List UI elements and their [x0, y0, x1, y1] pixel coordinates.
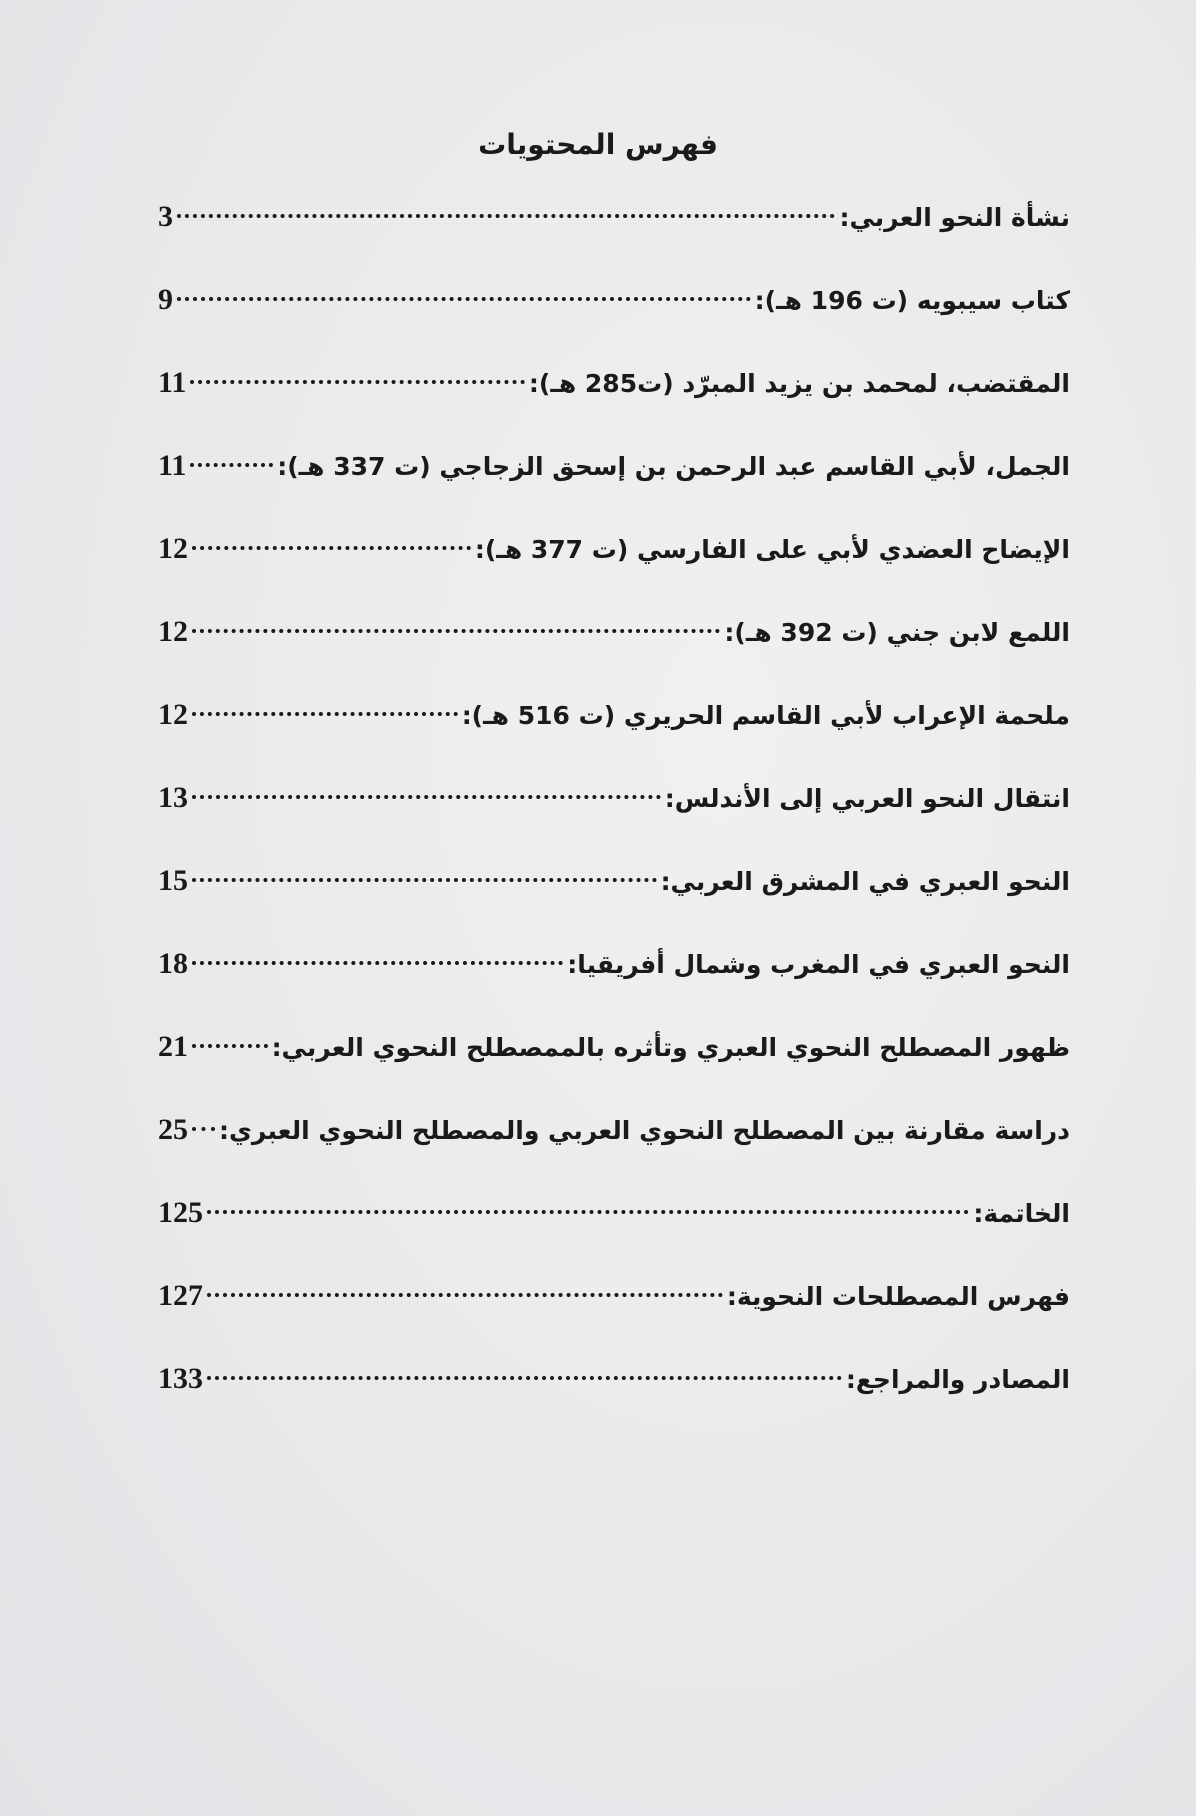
toc-entry-label: فهرس المصطلحات النحوية: [726, 1282, 1070, 1311]
toc-page-number: 12 [158, 615, 188, 648]
toc-page-number: 12 [158, 698, 188, 731]
toc-entry [158, 1188, 1070, 1271]
toc-page-number: 18 [158, 947, 188, 980]
toc-leader-dots [207, 1376, 842, 1380]
toc-page-number: 11 [158, 449, 187, 482]
toc-entry-label: ظهور المصطلح النحوي العبري وتأثره بالممصطلح النحوي العربي: [271, 1033, 1070, 1062]
toc-entry-label: النحو العبري في المغرب وشمال أفريقيا: [567, 950, 1070, 979]
toc-page-number: 9 [158, 283, 173, 316]
toc-page-number: 21 [158, 1030, 188, 1063]
toc-leader-dots [177, 297, 751, 301]
toc-entry [158, 1271, 1070, 1354]
toc-leader-dots [192, 1127, 215, 1131]
toc-entry [158, 275, 1070, 358]
toc-entry-label: النحو العبري في المشرق العربي: [660, 867, 1070, 896]
toc-entry [158, 1105, 1070, 1188]
toc-entry-label: المقتضب، لمحمد بن يزيد المبرّد (ت285 هـ): [528, 369, 1070, 398]
toc-leader-dots [177, 214, 835, 218]
toc-page-number: 127 [158, 1279, 203, 1312]
toc-leader-dots [190, 463, 273, 467]
toc-leader-dots [207, 1210, 969, 1214]
toc-leader-dots [192, 795, 661, 799]
toc-entry-label: اللمع لابن جني (ت 392 هـ): [724, 618, 1070, 647]
toc-entry [158, 524, 1070, 607]
toc-leader-dots [192, 1044, 268, 1048]
toc-entry-label: الإيضاح العضدي لأبي على الفارسي (ت 377 هـ): [474, 535, 1070, 564]
toc-entry [158, 441, 1070, 524]
toc-entry [158, 607, 1070, 690]
toc-entry [158, 856, 1070, 939]
toc-entry [158, 1022, 1070, 1105]
toc-entry-label: ملحمة الإعراب لأبي القاسم الحريري (ت 516 هـ): [461, 701, 1070, 730]
toc-entry-label: الجمل، لأبي القاسم عبد الرحمن بن إسحق الزجاجي (ت 337 هـ): [277, 452, 1070, 481]
page-title: فهرس المحتويات [478, 128, 718, 161]
table-of-contents [158, 192, 1070, 1437]
toc-entry-label: دراسة مقارنة بين المصطلح النحوي العربي والمصطلح النحوي العبري: [218, 1116, 1070, 1145]
toc-entry-label: نشأة النحو العربي: [839, 203, 1070, 232]
toc-page-number: 12 [158, 532, 188, 565]
toc-leader-dots [192, 629, 720, 633]
toc-entry [158, 773, 1070, 856]
toc-leader-dots [192, 878, 657, 882]
toc-entry [158, 690, 1070, 773]
toc-leader-dots [192, 546, 471, 550]
toc-leader-dots [192, 961, 563, 965]
toc-page-number: 3 [158, 200, 173, 233]
toc-entry [158, 1354, 1070, 1437]
toc-page-number: 11 [158, 366, 187, 399]
toc-leader-dots [192, 712, 458, 716]
toc-entry-label: انتقال النحو العربي إلى الأندلس: [664, 784, 1070, 813]
toc-page-number: 25 [158, 1113, 188, 1146]
toc-entry-label: المصادر والمراجع: [845, 1365, 1070, 1394]
toc-page-number: 15 [158, 864, 188, 897]
toc-entry-label: الخاتمة: [973, 1199, 1070, 1228]
toc-entry [158, 939, 1070, 1022]
toc-leader-dots [190, 380, 525, 384]
toc-page-number: 13 [158, 781, 188, 814]
toc-page-number: 125 [158, 1196, 203, 1229]
toc-entry-label: كتاب سيبويه (ت 196 هـ): [754, 286, 1070, 315]
toc-page-number: 133 [158, 1362, 203, 1395]
toc-leader-dots [207, 1293, 723, 1297]
toc-entry [158, 358, 1070, 441]
toc-entry [158, 192, 1070, 275]
